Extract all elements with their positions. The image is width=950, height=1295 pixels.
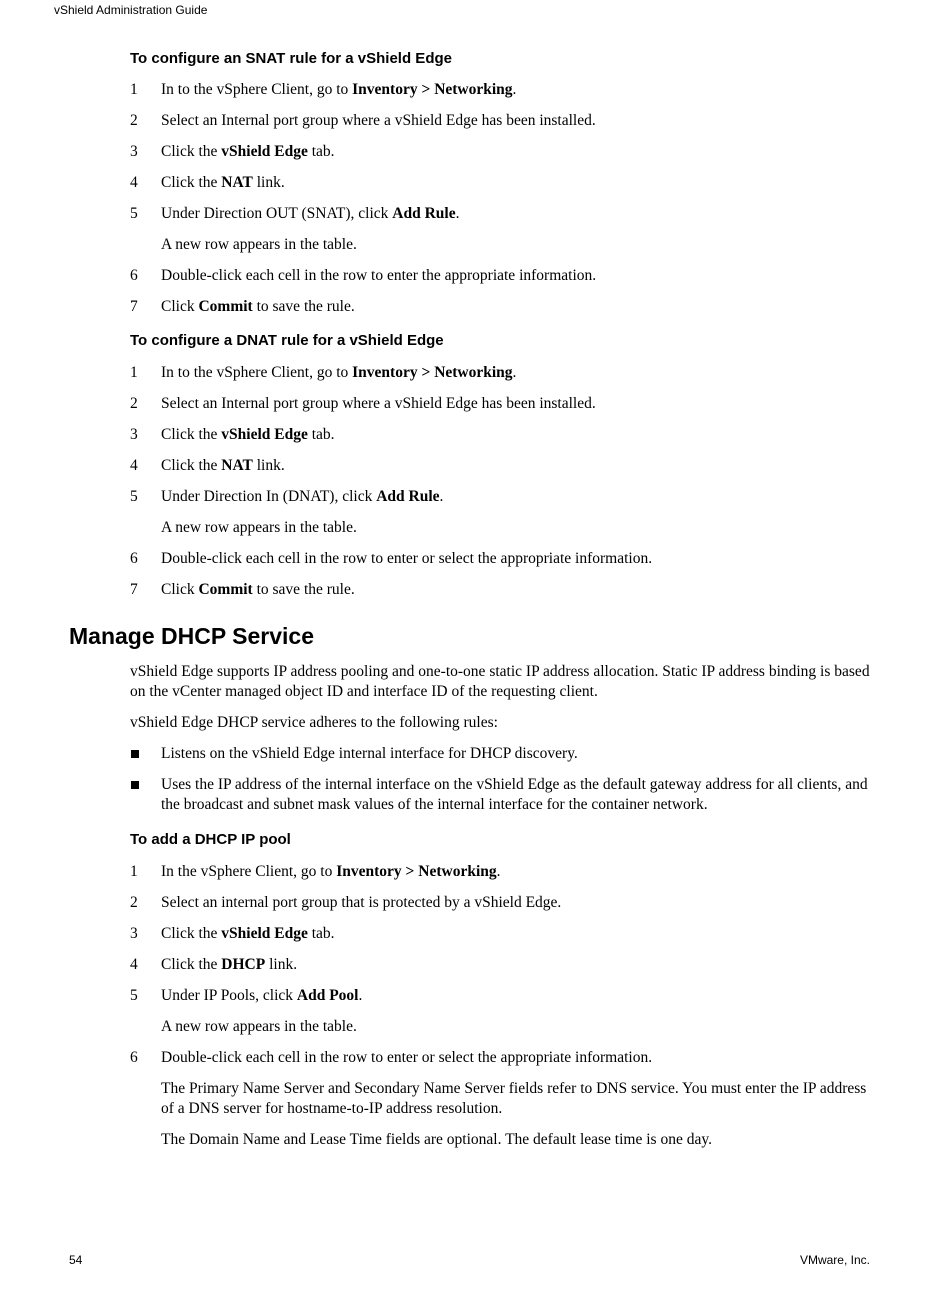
step-number: 2 [130, 395, 138, 412]
dnat-procedure-heading: To configure a DNAT rule for a vShield Edge [130, 332, 444, 349]
step-text: Select an internal port group that is protected by a vShield Edge. [161, 894, 562, 911]
step-text: Double-click each cell in the row to enter or select the appropriate information. [161, 550, 653, 567]
step-text: Click Commit to save the rule. [161, 581, 355, 598]
step-number: 1 [130, 863, 138, 880]
step-number: 7 [130, 581, 138, 598]
bullet-text: Listens on the vShield Edge internal interface for DHCP discovery. [161, 745, 578, 762]
running-header: vShield Administration Guide [54, 3, 208, 17]
step-text: Under Direction OUT (SNAT), click Add Rule. [161, 205, 460, 222]
square-bullet-icon [131, 781, 139, 789]
step-number: 4 [130, 956, 138, 973]
step-number: 2 [130, 894, 138, 911]
dhcp-section-heading: Manage DHCP Service [69, 623, 315, 649]
step-number: 4 [130, 457, 138, 474]
step-number: 5 [130, 205, 138, 222]
step-text: Double-click each cell in the row to enter the appropriate information. [161, 267, 597, 284]
bullet-text: Uses the IP address of the internal interface on the vShield Edge as the default gateway address for all clients, and the broadcast and subnet mask values of the internal interface for the container network. [161, 776, 868, 813]
dhcp-pool-procedure-heading: To add a DHCP IP pool [130, 831, 291, 848]
page-number: 54 [69, 1253, 83, 1267]
step-text: Click the vShield Edge tab. [161, 426, 335, 443]
step-number: 6 [130, 1049, 138, 1066]
dhcp-rules-intro: vShield Edge DHCP service adheres to the following rules: [130, 714, 498, 731]
square-bullet-icon [131, 750, 139, 758]
footer-company: VMware, Inc. [799, 1253, 870, 1267]
step-text: Click the vShield Edge tab. [161, 143, 335, 160]
step-text: In to the vSphere Client, go to Inventory > Networking. [161, 364, 517, 381]
step-text: In to the vSphere Client, go to Inventory > Networking. [161, 81, 517, 98]
step-number: 5 [130, 488, 138, 505]
step-text: Click the NAT link. [161, 174, 285, 191]
step-number: 1 [130, 81, 138, 98]
pool-step-5-result: A new row appears in the table. [161, 1018, 357, 1035]
snat-step-5-result: A new row appears in the table. [161, 236, 357, 253]
step-number: 6 [130, 267, 138, 284]
step-text: Under IP Pools, click Add Pool. [161, 987, 363, 1004]
step-number: 3 [130, 426, 138, 443]
step-text: Double-click each cell in the row to enter or select the appropriate information. [161, 1049, 653, 1066]
step-number: 3 [130, 143, 138, 160]
dnat-step-5-result: A new row appears in the table. [161, 519, 357, 536]
pool-step-6-dns-note: The Primary Name Server and Secondary Name Server fields refer to DNS service. You must enter the IP address of a DNS server for hostname-to-IP address resolution. [161, 1080, 867, 1117]
step-number: 4 [130, 174, 138, 191]
step-number: 1 [130, 364, 138, 381]
step-text: Under Direction In (DNAT), click Add Rule. [161, 488, 444, 505]
step-text: Click Commit to save the rule. [161, 298, 355, 315]
dhcp-intro-paragraph: vShield Edge supports IP address pooling and one-to-one static IP address allocation. Static IP address binding is based on the vCenter managed object ID and interface ID of the requesting client. [130, 663, 870, 700]
step-number: 7 [130, 298, 138, 315]
pool-step-6-lease-note: The Domain Name and Lease Time fields are optional. The default lease time is one day. [161, 1131, 712, 1148]
step-text: Click the NAT link. [161, 457, 285, 474]
step-text: Click the vShield Edge tab. [161, 925, 335, 942]
step-text: In the vSphere Client, go to Inventory > Networking. [161, 863, 501, 880]
step-text: Click the DHCP link. [161, 956, 298, 973]
snat-procedure-heading: To configure an SNAT rule for a vShield Edge [130, 50, 452, 67]
step-number: 2 [130, 112, 138, 129]
step-number: 5 [130, 987, 138, 1004]
step-text: Select an Internal port group where a vShield Edge has been installed. [161, 395, 596, 412]
step-number: 6 [130, 550, 138, 567]
step-text: Select an Internal port group where a vShield Edge has been installed. [161, 112, 596, 129]
step-number: 3 [130, 925, 138, 942]
